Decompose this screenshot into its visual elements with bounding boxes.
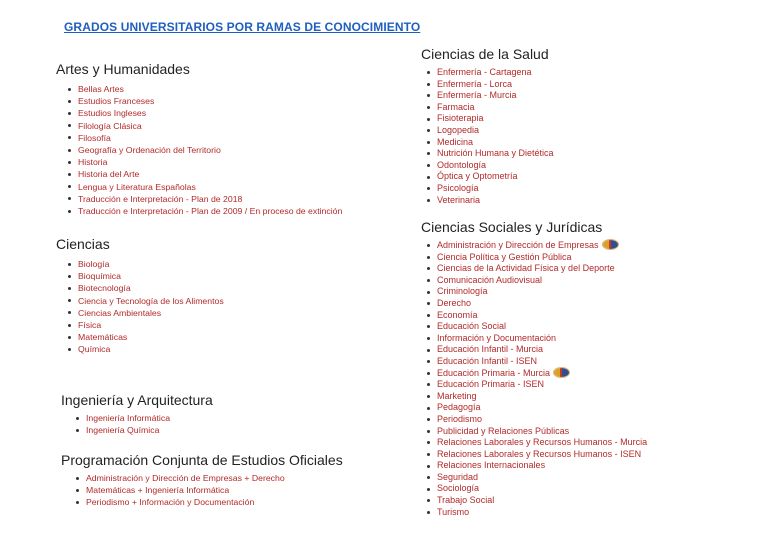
degree-link[interactable]	[66, 181, 342, 193]
section-ciencias-sociales-juridicas	[421, 219, 647, 518]
degree-link-label: Estudios Franceses	[78, 96, 155, 107]
degree-link[interactable]	[425, 460, 647, 472]
degree-link-label: Turismo	[437, 506, 470, 517]
degree-link-label: Óptica y Optometría	[437, 171, 518, 182]
degree-link[interactable]	[425, 402, 647, 414]
degree-link[interactable]	[425, 160, 554, 172]
degree-link-label: Educación Infantil - ISEN	[437, 355, 538, 366]
section-artes-humanidades	[56, 61, 342, 217]
degree-link[interactable]	[425, 483, 647, 495]
degree-link-label: Geografía y Ordenación del Territorio	[78, 145, 221, 156]
degree-link-label: Relaciones Laborales y Recursos Humanos - ISEN	[437, 448, 642, 459]
degree-link-label: Química	[78, 344, 111, 355]
degree-link[interactable]	[425, 344, 647, 356]
degree-link[interactable]	[66, 156, 342, 168]
degree-link-label: Ciencia y Tecnología de los Alimentos	[78, 295, 224, 306]
degree-link[interactable]	[425, 171, 554, 183]
degree-link-label: Biología	[78, 259, 110, 269]
degree-link[interactable]	[66, 107, 342, 119]
degree-link[interactable]	[425, 298, 647, 310]
degree-link-label: Enfermería - Lorca	[437, 78, 513, 89]
degree-link[interactable]	[74, 496, 343, 508]
degree-link-label: Historia del Arte	[78, 169, 140, 180]
degree-link[interactable]	[66, 270, 224, 282]
degree-link-label: Física	[78, 320, 102, 331]
degree-link-label: Filosofía	[78, 132, 111, 143]
degree-link[interactable]	[425, 379, 647, 391]
degree-link[interactable]	[66, 95, 342, 107]
degree-link[interactable]	[425, 183, 554, 195]
degree-link-label: Seguridad	[437, 471, 479, 482]
degree-link-label: Derecho	[437, 297, 472, 308]
degree-link-label: Ciencias Ambientales	[78, 307, 162, 318]
section-heading: Ciencias	[56, 236, 110, 252]
degree-link[interactable]	[66, 343, 224, 355]
degree-link[interactable]	[66, 319, 224, 331]
degree-link-label: Psicología	[437, 182, 479, 193]
page-title[interactable]: GRADOS UNIVERSITARIOS POR RAMAS DE CONOCIMIENTO	[64, 20, 421, 34]
degree-link-label: Traducción e Interpretación - Plan de 2018	[78, 193, 243, 204]
degree-link-label: Ciencias de la Actividad Física y del Deporte	[437, 263, 615, 274]
degree-list	[66, 258, 224, 356]
degree-link[interactable]	[425, 102, 554, 114]
degree-link-label: Ingeniería Química	[86, 425, 160, 436]
degree-link-label: Lengua y Literatura Españolas	[78, 181, 196, 192]
degree-link[interactable]	[425, 507, 647, 519]
degree-list	[66, 83, 342, 217]
degree-link[interactable]	[425, 333, 647, 345]
degree-link[interactable]	[425, 263, 647, 275]
degree-link[interactable]	[425, 495, 647, 507]
degree-link[interactable]	[425, 79, 554, 91]
degree-link-label: Filología Clásica	[78, 120, 142, 131]
degree-link-label: Administración y Dirección de Empresas	[437, 240, 599, 250]
degree-link-label: Educación Social	[437, 321, 507, 332]
degree-link[interactable]	[66, 132, 342, 144]
degree-link[interactable]	[425, 310, 647, 322]
degree-link-label: Comunicación Audiovisual	[437, 274, 543, 285]
section-heading: Ciencias Sociales y Jurídicas	[421, 219, 603, 235]
section-ciencias-salud	[421, 46, 554, 206]
degree-link[interactable]	[425, 437, 647, 449]
degree-link[interactable]	[425, 286, 647, 298]
degree-link-label: Bellas Artes	[78, 84, 124, 94]
bilingual-flag-icon	[603, 240, 618, 249]
degree-link-label: Enfermería - Murcia	[437, 90, 517, 101]
degree-link-label: Administración y Dirección de Empresas + Derecho	[86, 473, 285, 483]
degree-link[interactable]	[66, 331, 224, 343]
degree-link-label: Fisioterapia	[437, 113, 484, 124]
degree-link-label: Economía	[437, 309, 478, 320]
degree-link-label: Relaciones Internacionales	[437, 460, 546, 471]
degree-link-label: Matemáticas + Ingeniería Informática	[86, 485, 230, 496]
degree-link-label: Marketing	[437, 390, 477, 401]
degree-link[interactable]	[74, 412, 213, 424]
degree-link[interactable]	[425, 472, 647, 484]
degree-link[interactable]	[425, 240, 647, 252]
degree-link[interactable]	[66, 193, 342, 205]
degree-link-label: Trabajo Social	[437, 495, 495, 506]
section-heading: Artes y Humanidades	[56, 61, 190, 77]
degree-link[interactable]	[66, 307, 224, 319]
degree-link[interactable]	[66, 295, 224, 307]
degree-link[interactable]	[425, 90, 554, 102]
degree-link-label: Estudios Ingleses	[78, 108, 147, 119]
degree-list	[425, 67, 554, 206]
degree-link-label: Matemáticas	[78, 332, 128, 343]
section-ingenieria-arquitectura	[61, 392, 213, 436]
degree-link[interactable]	[66, 205, 342, 217]
degree-link-label: Logopedia	[437, 124, 480, 135]
section-ciencias	[56, 236, 224, 356]
bilingual-flag-icon	[554, 368, 569, 377]
degree-link[interactable]	[425, 137, 554, 149]
degree-link[interactable]	[425, 275, 647, 287]
degree-link[interactable]	[425, 252, 647, 264]
degree-link[interactable]	[425, 368, 647, 380]
section-heading: Ingeniería y Arquitectura	[61, 392, 213, 408]
degree-link[interactable]	[74, 424, 213, 436]
degree-link[interactable]	[425, 125, 554, 137]
degree-link-label: Enfermería - Cartagena	[437, 67, 532, 77]
degree-link-label: Educación Infantil - Murcia	[437, 344, 544, 355]
degree-link-label: Sociología	[437, 483, 480, 494]
degree-link-label: Farmacia	[437, 101, 475, 112]
degree-link-label: Relaciones Laborales y Recursos Humanos - Murcia	[437, 437, 648, 448]
degree-link-label: Medicina	[437, 136, 474, 147]
degree-link-label: Educación Primaria - ISEN	[437, 379, 545, 390]
degree-link-label: Traducción e Interpretación - Plan de 2009 / En proceso de extinción	[78, 206, 343, 217]
degree-link[interactable]	[425, 391, 647, 403]
degree-link[interactable]	[425, 148, 554, 160]
degree-link-label: Periodismo	[437, 413, 483, 424]
degree-link[interactable]	[425, 449, 647, 461]
degree-list	[74, 412, 213, 436]
degree-link-label: Odontología	[437, 159, 487, 170]
degree-link-label: Información y Documentación	[437, 332, 557, 343]
degree-link[interactable]	[74, 484, 343, 496]
degree-link-label: Educación Primaria - Murcia	[437, 367, 551, 378]
section-heading: Ciencias de la Salud	[421, 46, 549, 62]
degree-list	[74, 472, 343, 509]
degree-link[interactable]	[66, 168, 342, 180]
degree-link[interactable]	[425, 113, 554, 125]
section-programacion-conjunta	[61, 452, 343, 509]
degree-link[interactable]	[66, 144, 342, 156]
degree-link-label: Veterinaria	[437, 194, 481, 205]
degree-link[interactable]	[66, 258, 224, 270]
degree-link-label: Publicidad y Relaciones Públicas	[437, 425, 570, 436]
degree-link-label: Biotecnología	[78, 283, 131, 294]
degree-link[interactable]	[425, 426, 647, 438]
degree-link-label: Bioquímica	[78, 271, 121, 282]
degree-link[interactable]	[425, 195, 554, 207]
degree-link[interactable]	[425, 321, 647, 333]
degree-list	[425, 240, 647, 518]
section-heading: Programación Conjunta de Estudios Oficiales	[61, 452, 343, 468]
degree-link-label: Ciencia Política y Gestión Pública	[437, 251, 572, 262]
degree-link[interactable]	[66, 120, 342, 132]
degree-link-label: Ingeniería Informática	[86, 413, 171, 423]
degree-link[interactable]	[66, 83, 342, 95]
degree-link-label: Nutrición Humana y Dietética	[437, 148, 554, 159]
degree-link-label: Pedagogía	[437, 402, 481, 413]
degree-link[interactable]	[425, 67, 554, 79]
degree-link[interactable]	[74, 472, 343, 484]
degree-link-label: Historia	[78, 157, 108, 168]
degree-link[interactable]	[425, 414, 647, 426]
degree-link[interactable]	[425, 356, 647, 368]
degree-link[interactable]	[66, 282, 224, 294]
degree-link-label: Criminología	[437, 286, 488, 297]
degree-link-label: Periodismo + Información y Documentación	[86, 497, 255, 508]
